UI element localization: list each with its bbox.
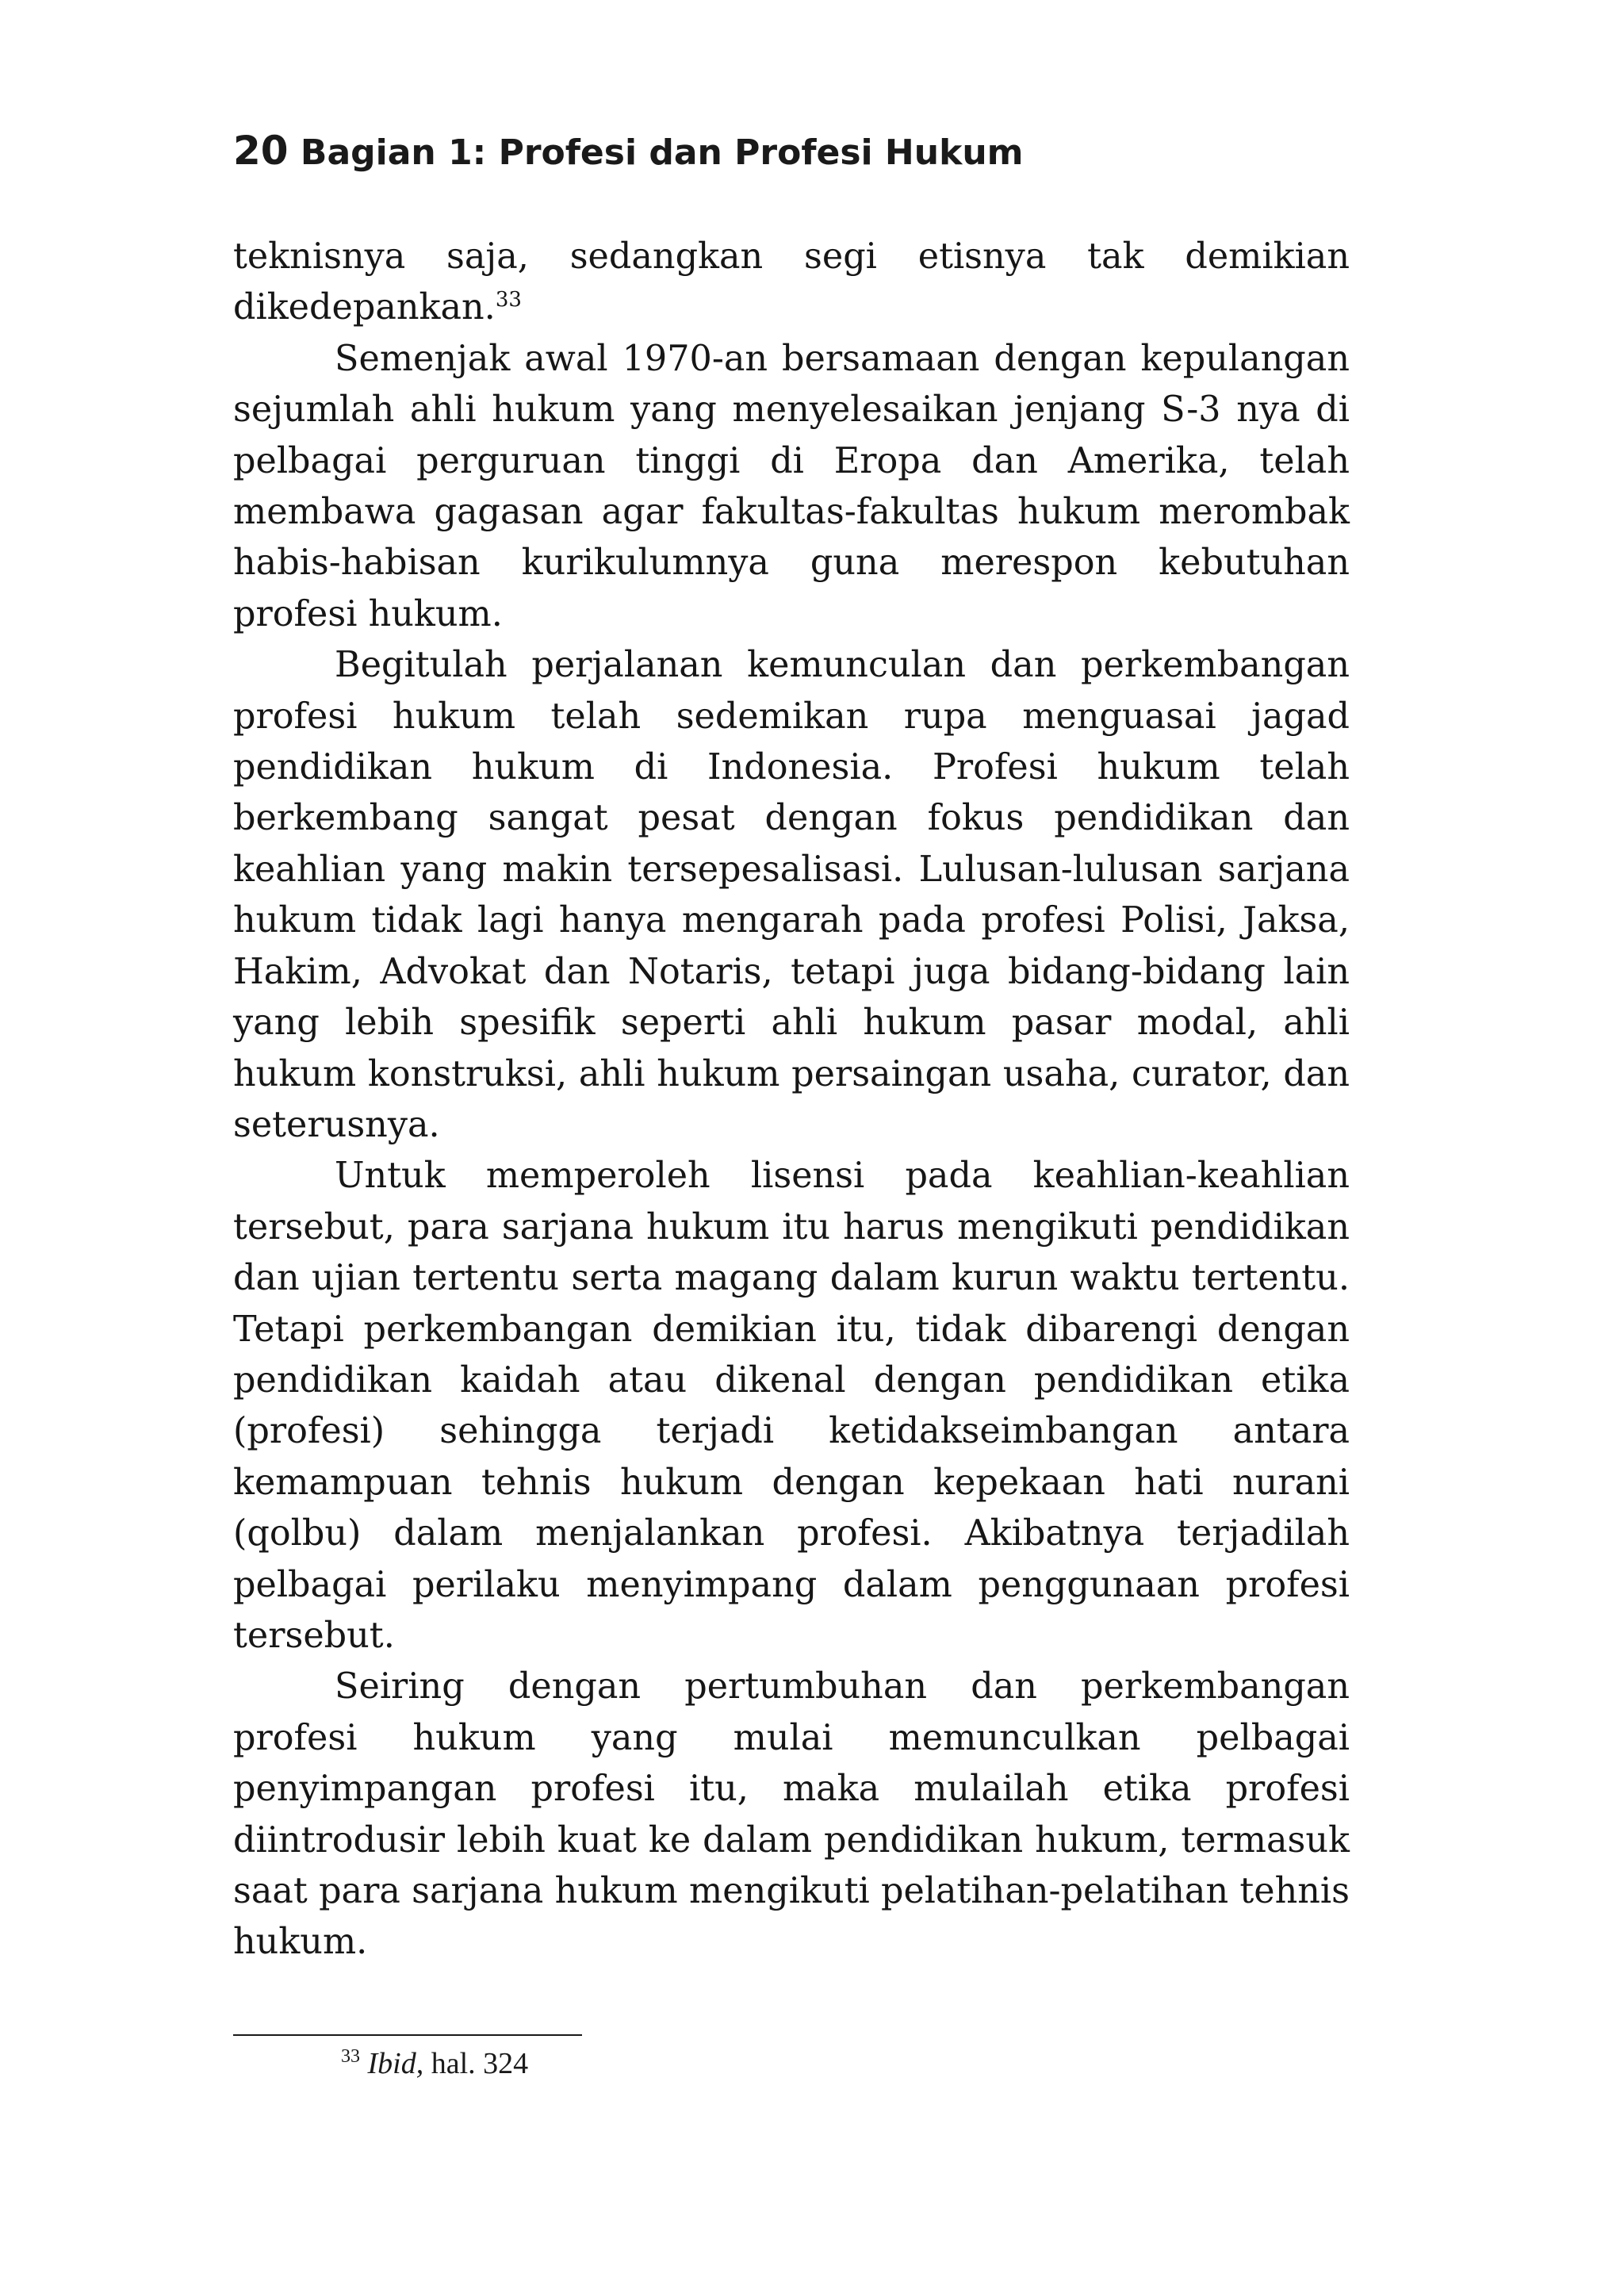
paragraph-text: teknisnya saja, sedangkan segi etisnya tak demikian dikedepankan.	[233, 236, 1350, 328]
footnote	[341, 2043, 528, 2084]
running-header	[233, 127, 1024, 177]
footnote-page: hal. 324	[423, 2047, 529, 2080]
paragraph: Semenjak awal 1970-an bersamaan dengan kepulangan sejumlah ahli hukum yang menyelesaikan jenjang S-3 nya di pelbagai perguruan tinggi di Eropa dan Amerika, telah membawa gagasan agar fakultas-fakultas hukum merombak habis-habisan kurikulumnya guna merespon kebutuhan profesi hukum.	[233, 338, 1350, 634]
paragraph: Begitulah perjalanan kemunculan dan perkembangan profesi hukum telah sedemikan rupa menguasai jagad pendidikan hukum di Indonesia. Profesi hukum telah berkembang sangat pesat dengan fokus pendidikan dan keahlian yang makin tersepesalisasi. Lulusan-lulusan sarjana hukum tidak lagi hanya mengarah pada profesi Polisi, Jaksa, Hakim, Advokat dan Notaris, tetapi juga bidang-bidang lain yang lebih spesifik seperti ahli hukum pasar modal, ahli hukum konstruksi, ahli hukum persaingan usaha, curator, dan seterusnya.	[233, 645, 1350, 1145]
footnote-source: Ibid,	[367, 2047, 424, 2080]
page-number: 20	[233, 128, 289, 174]
body-text	[233, 232, 1350, 1968]
footnote-number: 33	[341, 2046, 360, 2067]
paragraph	[233, 232, 1350, 334]
paragraph: Seiring dengan pertumbuhan dan perkembangan profesi hukum yang mulai memunculkan pelbagai penyimpangan profesi itu, maka mulailah etika profesi diintrodusir lebih kuat ke dalam pendidikan hukum, termasuk saat para sarjana hukum mengikuti pelatihan-pelatihan tehnis hukum.	[233, 1666, 1350, 1963]
footnote-reference: 33	[495, 288, 522, 312]
chapter-title: Bagian 1: Profesi dan Profesi Hukum	[300, 132, 1024, 173]
paragraph: Untuk memperoleh lisensi pada keahlian-keahlian tersebut, para sarjana hukum itu harus mengikuti pendidikan dan ujian tertentu serta magang dalam kurun waktu tertentu. Tetapi perkembangan demikian itu, tidak dibarengi dengan pendidikan kaidah atau dikenal dengan pendidikan etika (profesi) sehingga terjadi ketidakseimbangan antara kemampuan tehnis hukum dengan kepekaan hati nurani (qolbu) dalam menjalankan profesi. Akibatnya terjadilah pelbagai perilaku menyimpang dalam penggunaan profesi tersebut.	[233, 1156, 1350, 1656]
footnote-divider	[233, 2034, 582, 2036]
